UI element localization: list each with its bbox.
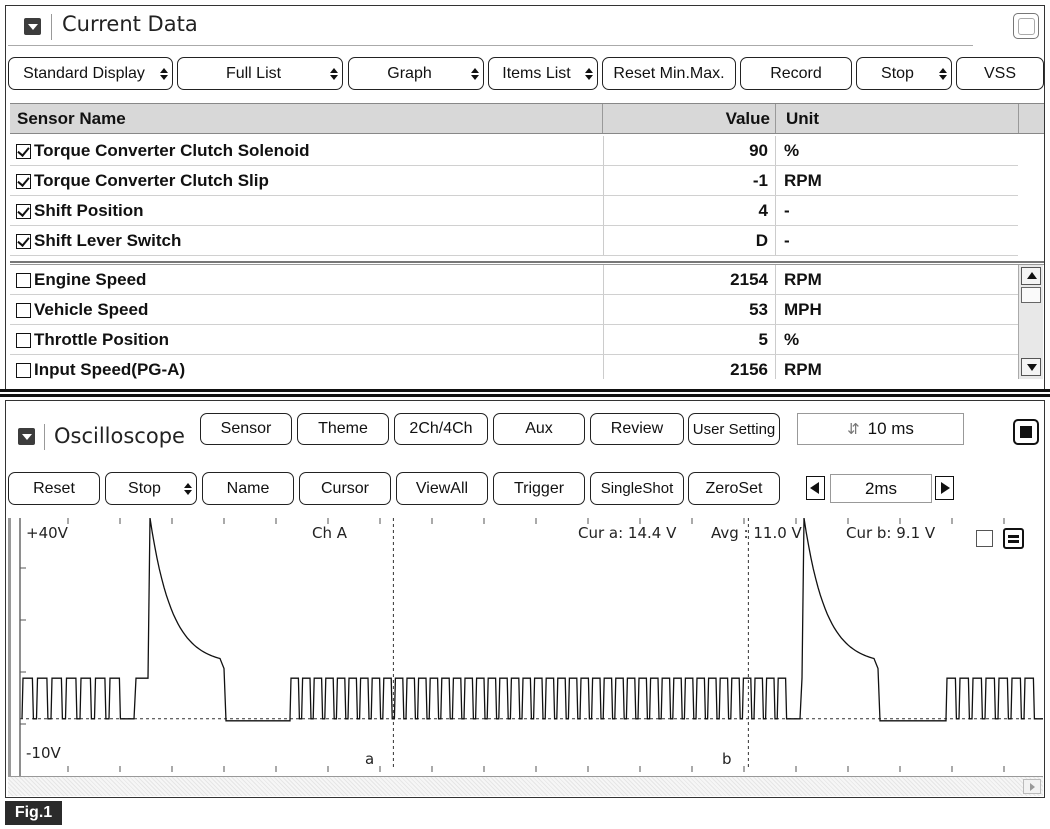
standard-display-select[interactable]: Standard Display xyxy=(8,57,173,90)
cell-divider xyxy=(603,196,604,225)
sensor-unit: MPH xyxy=(784,300,822,319)
cursor-a-readout: Cur a: 14.4 V xyxy=(578,524,677,542)
cell-divider xyxy=(603,295,604,324)
record-button[interactable]: Record xyxy=(740,57,852,90)
vss-button[interactable]: VSS xyxy=(956,57,1044,90)
checkbox-checked[interactable] xyxy=(16,234,31,249)
spinner-icon xyxy=(330,68,338,80)
cell-divider xyxy=(603,355,604,379)
header-unit[interactable]: Unit xyxy=(786,109,820,128)
sensor-value: 5 xyxy=(758,330,768,349)
table-header xyxy=(10,103,1044,134)
channels-button[interactable]: 2Ch/4Ch xyxy=(394,413,488,445)
sensor-value: 90 xyxy=(749,141,768,160)
timebase-display xyxy=(830,474,932,503)
table-row[interactable] xyxy=(10,355,1018,379)
sensor-name: Engine Speed xyxy=(34,270,147,289)
sensor-button[interactable]: Sensor xyxy=(200,413,292,445)
sensor-name: Throttle Position xyxy=(34,330,170,349)
sensor-unit: - xyxy=(784,201,790,220)
scroll-right-icon[interactable] xyxy=(1023,779,1041,794)
table-row[interactable] xyxy=(10,196,1018,226)
table-row[interactable] xyxy=(10,265,1018,295)
cursor-b-readout: Cur b: 9.1 V xyxy=(846,524,936,542)
scope-display[interactable] xyxy=(8,518,1043,776)
time-scale-icon: ⇵ xyxy=(847,421,860,438)
sensor-value: D xyxy=(755,231,768,250)
sensor-value: 2154 xyxy=(730,270,768,289)
cell-divider xyxy=(775,196,776,225)
viewall-button[interactable]: ViewAll xyxy=(396,472,488,505)
collapse-icon[interactable] xyxy=(18,428,35,445)
sensor-unit: % xyxy=(784,141,800,160)
sensor-value: 4 xyxy=(758,201,768,220)
cell-divider xyxy=(775,295,776,324)
stop-select[interactable]: Stop xyxy=(105,472,197,505)
timebase-increase-icon[interactable] xyxy=(935,476,954,500)
cell-divider xyxy=(775,355,776,379)
cell-divider xyxy=(603,226,604,255)
scope-scrollbar[interactable] xyxy=(8,776,1043,796)
sensor-unit: - xyxy=(784,231,790,250)
cell-divider xyxy=(603,136,604,165)
tick-marks xyxy=(20,518,1004,772)
checkbox-checked[interactable] xyxy=(16,144,31,159)
title-separator xyxy=(51,14,52,40)
cursor-b-label: b xyxy=(722,750,732,768)
spinner-icon xyxy=(939,68,947,80)
title-rule xyxy=(8,45,973,46)
collapse-icon[interactable] xyxy=(24,18,41,35)
stop-indicator-icon[interactable] xyxy=(1013,419,1039,445)
sensor-value: 53 xyxy=(749,300,768,319)
panel-splitter[interactable] xyxy=(0,389,1050,397)
cell-divider xyxy=(775,226,776,255)
oscilloscope-title: Oscilloscope xyxy=(54,424,185,448)
scroll-thumb[interactable] xyxy=(1021,287,1041,303)
channel-visible-checkbox[interactable] xyxy=(976,530,993,547)
sensor-value: 2156 xyxy=(730,360,768,379)
average-readout: Avg : 11.0 V xyxy=(711,524,802,542)
reset-button[interactable]: Reset xyxy=(8,472,100,505)
sensor-value: -1 xyxy=(752,171,768,190)
timebase-decrease-icon[interactable] xyxy=(806,476,825,500)
cursor-button[interactable]: Cursor xyxy=(299,472,391,505)
zeroset-button[interactable]: ZeroSet xyxy=(688,472,780,505)
table-row[interactable] xyxy=(10,325,1018,355)
review-button[interactable]: Review xyxy=(590,413,684,445)
checkbox-unchecked[interactable] xyxy=(16,303,31,318)
cursor-a-label: a xyxy=(365,750,375,768)
reset-minmax-button[interactable]: Reset Min.Max. xyxy=(602,57,736,90)
name-button[interactable]: Name xyxy=(202,472,294,505)
checkbox-unchecked[interactable] xyxy=(16,363,31,378)
sensor-unit: RPM xyxy=(784,360,822,379)
aux-button[interactable]: Aux xyxy=(493,413,585,445)
spinner-icon xyxy=(471,68,479,80)
cell-divider xyxy=(775,265,776,294)
scroll-up-icon[interactable] xyxy=(1021,267,1041,285)
column-divider xyxy=(602,104,603,133)
checkbox-unchecked[interactable] xyxy=(16,333,31,348)
sensor-unit: RPM xyxy=(784,171,822,190)
column-divider xyxy=(1018,104,1019,133)
checkbox-checked[interactable] xyxy=(16,204,31,219)
table-row[interactable] xyxy=(10,136,1018,166)
theme-button[interactable]: Theme xyxy=(297,413,389,445)
trigger-button[interactable]: Trigger xyxy=(493,472,585,505)
sensor-unit: % xyxy=(784,330,800,349)
sensor-name: Torque Converter Clutch Solenoid xyxy=(34,141,310,160)
table-scrollbar[interactable] xyxy=(1018,265,1043,379)
time-div-display[interactable] xyxy=(797,413,964,445)
column-divider xyxy=(775,104,776,133)
timebase-value: 2ms xyxy=(864,478,898,498)
user-setting-button[interactable]: User Setting xyxy=(688,413,780,445)
sensor-name: Vehicle Speed xyxy=(34,300,149,319)
full-list-select[interactable]: Full List xyxy=(177,57,343,90)
header-sensor-name[interactable]: Sensor Name xyxy=(17,109,126,128)
header-value[interactable]: Value xyxy=(725,109,770,128)
sensor-unit: RPM xyxy=(784,270,822,289)
current-data-title: Current Data xyxy=(62,12,198,36)
checkbox-checked[interactable] xyxy=(16,174,31,189)
graph-select[interactable]: Graph xyxy=(348,57,484,90)
y-max-label: +40V xyxy=(26,524,68,542)
cell-divider xyxy=(775,166,776,195)
items-list-select[interactable]: Items List xyxy=(488,57,598,90)
sensor-name: Torque Converter Clutch Slip xyxy=(34,171,269,190)
scope-canvas xyxy=(8,518,1043,776)
y-min-label: -10V xyxy=(26,744,61,762)
scroll-down-icon[interactable] xyxy=(1021,358,1041,376)
spinner-icon xyxy=(585,68,593,80)
singleshot-button[interactable]: SingleShot xyxy=(590,472,684,505)
time-div-value: 10 ms xyxy=(867,419,914,438)
table-row[interactable] xyxy=(10,295,1018,325)
table-row[interactable] xyxy=(10,166,1018,196)
cell-divider xyxy=(603,325,604,354)
sensor-name: Input Speed(PG-A) xyxy=(34,360,186,379)
waveform-trace xyxy=(22,518,1043,721)
cell-divider xyxy=(603,265,604,294)
sensor-name: Shift Lever Switch xyxy=(34,231,182,250)
channel-menu-icon[interactable] xyxy=(1003,528,1024,549)
cell-divider xyxy=(603,166,604,195)
table-row[interactable] xyxy=(10,226,1018,256)
spinner-icon xyxy=(160,68,168,80)
cell-divider xyxy=(775,325,776,354)
title-separator xyxy=(44,424,45,450)
spinner-icon xyxy=(184,483,192,495)
figure-label: Fig.1 xyxy=(5,801,62,825)
stop-select[interactable]: Stop xyxy=(856,57,952,90)
cell-divider xyxy=(775,136,776,165)
maximize-icon[interactable] xyxy=(1013,13,1039,39)
channel-label: Ch A xyxy=(312,524,348,542)
sensor-name: Shift Position xyxy=(34,201,144,220)
checkbox-unchecked[interactable] xyxy=(16,273,31,288)
